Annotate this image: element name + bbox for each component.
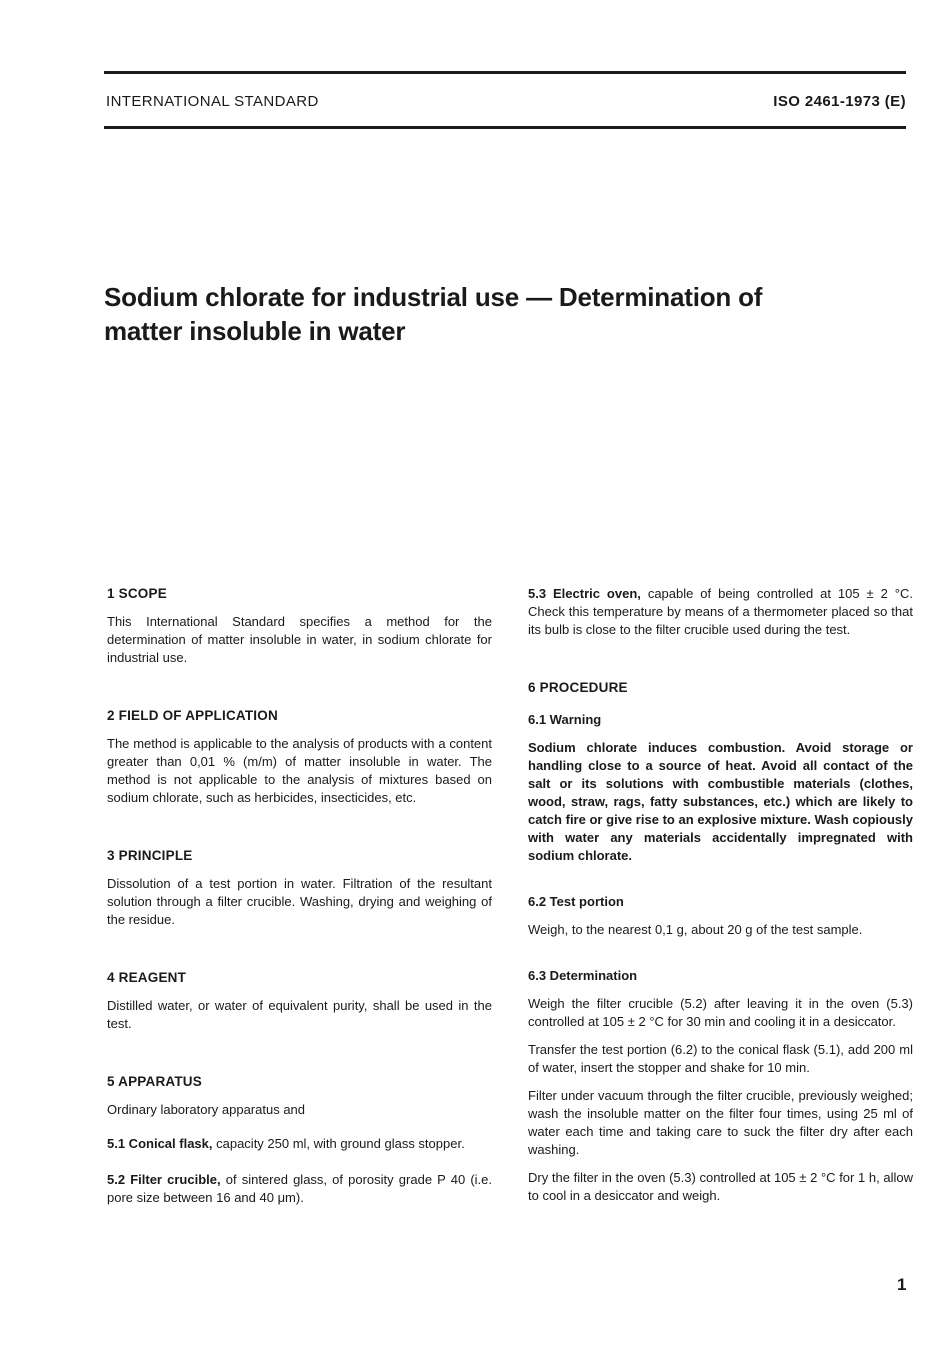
title-line-2: matter insoluble in water — [104, 316, 406, 346]
apparatus-item-5-3-text: capable of being controlled at 105 ± 2 °C. Check this temperature by means of a thermometer placed so that its bulb is close to the filter crucible used during the test. — [528, 586, 913, 637]
subsection-heading-test-portion: 6.2 Test portion — [528, 894, 624, 909]
determination-paragraph-1: Weigh the filter crucible (5.2) after leaving it in the oven (5.3) controlled at 105 ± 2 °C for 30 min and cooling it in a desiccator. — [528, 996, 913, 1029]
section-heading-principle: 3 PRINCIPLE — [107, 848, 193, 863]
section-heading-apparatus: 5 APPARATUS — [107, 1074, 202, 1089]
section-text-principle: Dissolution of a test portion in water. Filtration of the resultant solution through a filter crucible. Washing, drying and weighing of the residue. — [107, 876, 492, 927]
left-column — [107, 585, 492, 1217]
test-portion-text: Weigh, to the nearest 0,1 g, about 20 g of the test sample. — [528, 922, 863, 937]
title-line-1: Sodium chlorate for industrial use — Determination of — [104, 282, 763, 312]
apparatus-intro: Ordinary laboratory apparatus and — [107, 1102, 306, 1117]
section-heading-procedure: 6 PROCEDURE — [528, 680, 628, 695]
apparatus-item-5-1-text: capacity 250 ml, with ground glass stopper. — [212, 1136, 465, 1151]
apparatus-item-5-3 — [528, 585, 913, 639]
apparatus-item-5-2-lead: 5.2 Filter crucible, — [107, 1172, 221, 1187]
section-text-scope: This International Standard specifies a method for the determination of matter insoluble in water, in sodium chlorate for industrial use. — [107, 614, 492, 665]
page-number: 1 — [897, 1275, 907, 1294]
apparatus-item-5-2-text: of sintered glass, of porosity grade P 40 (i.e. pore size between 16 and 40 μm). — [107, 1172, 493, 1205]
header-rule-bottom — [104, 126, 906, 129]
apparatus-item-5-1 — [107, 1135, 492, 1153]
apparatus-item-5-3-lead: 5.3 Electric oven, — [528, 586, 641, 601]
section-heading-scope: 1 SCOPE — [107, 586, 167, 601]
determination-paragraph-4: Dry the filter in the oven (5.3) controlled at 105 ± 2 °C for 1 h, allow to cool in a desiccator and weigh. — [528, 1170, 913, 1203]
subsection-heading-determination: 6.3 Determination — [528, 968, 638, 983]
section-text-field: The method is applicable to the analysis of products with a content greater than 0,01 % (m/m) of matter insoluble in water. The method is not applicable to the analysis of mixtures based on sodium chlorate, such as herbicides, insecticides, etc. — [107, 736, 492, 805]
section-heading-reagent: 4 REAGENT — [107, 970, 187, 985]
warning-text: Sodium chlorate induces combustion. Avoid storage or handling close to a source of heat. Avoid all contact of the salt or its solutions with combustible materials (clothes, wood, straw, rags, fatty substances, etc.) which are likely to catch fire or give rise to an explosive mixture. Wash copiously with water any materials accidentally impregnated with sodium chlorate. — [528, 740, 913, 863]
apparatus-item-5-1-lead: 5.1 Conical flask, — [107, 1136, 213, 1151]
header-rule-top — [104, 71, 906, 74]
header-standard-label: INTERNATIONAL STANDARD — [106, 93, 319, 110]
subsection-heading-warning: 6.1 Warning — [528, 712, 602, 727]
apparatus-item-5-2 — [107, 1171, 492, 1207]
section-heading-field: 2 FIELD OF APPLICATION — [107, 708, 278, 723]
determination-paragraph-2: Transfer the test portion (6.2) to the conical flask (5.1), add 200 ml of water, insert the stopper and shake for 10 min. — [528, 1042, 913, 1075]
header-standard-number: ISO 2461-1973 (E) — [773, 93, 906, 110]
determination-paragraph-3: Filter under vacuum through the filter crucible, previously weighed; wash the insoluble matter on the filter four times, using 25 ml of water each time and taking care to suck the filter dry after each washing. — [528, 1088, 913, 1157]
right-column — [528, 585, 913, 1215]
section-text-reagent: Distilled water, or water of equivalent purity, shall be used in the test. — [107, 998, 492, 1031]
document-title — [104, 280, 884, 348]
